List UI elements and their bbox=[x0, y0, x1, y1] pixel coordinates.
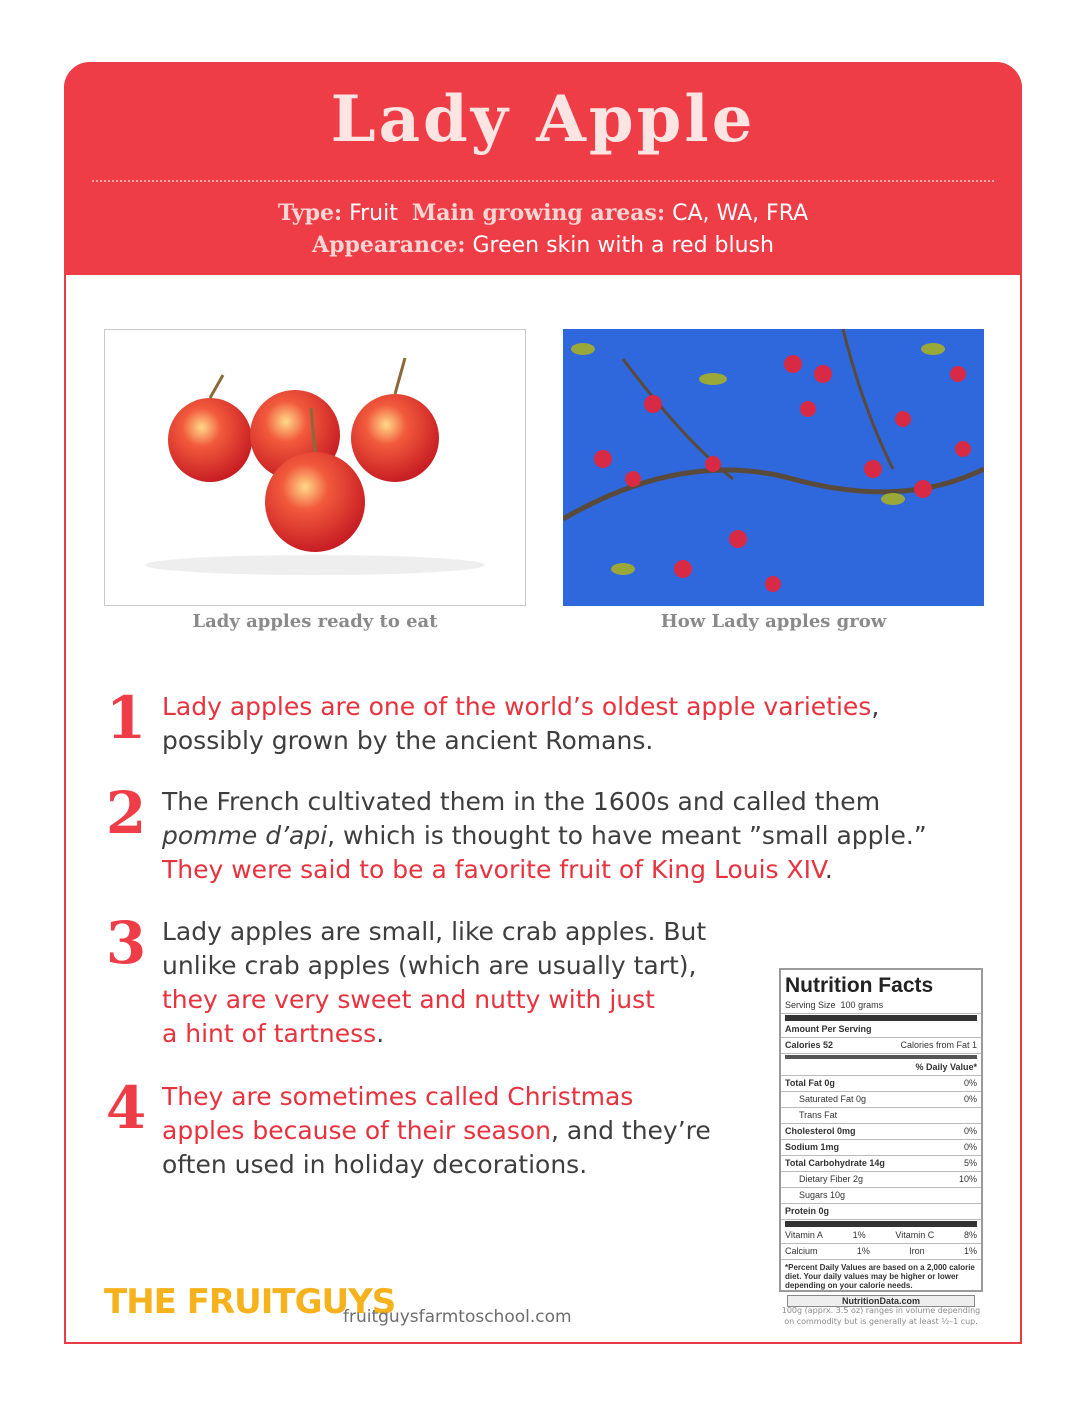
vitamin-a: Vitamin A bbox=[785, 1230, 823, 1240]
fact-text: often used in holiday decorations. bbox=[162, 1150, 588, 1179]
fact-number: 1 bbox=[105, 684, 147, 752]
fact-text-red: they are very sweet and nutty with just bbox=[162, 985, 655, 1014]
type-value: Fruit bbox=[349, 201, 398, 226]
apples-illustration bbox=[105, 330, 525, 605]
fact-text-red: apples because of their season bbox=[162, 1116, 552, 1145]
nutrient-value: 5% bbox=[963, 1158, 977, 1168]
fact-text: . bbox=[376, 1019, 385, 1048]
fact-text-red: They are sometimes called Christmas bbox=[162, 1082, 634, 1111]
type-label: Type: bbox=[277, 200, 343, 226]
nutrient-row bbox=[781, 1124, 981, 1140]
amount-label: Amount Per Serving bbox=[785, 1024, 872, 1034]
nutrition-note: 100g (apprx. 3.5 oz) ranges in volume depending on commodity but is generally at least ½–1 cup. bbox=[781, 1306, 981, 1326]
nutrition-footnote: *Percent Daily Values are based on a 2,000 calorie diet. Your daily values may be higher or lower depending on your calorie needs. bbox=[785, 1263, 975, 1290]
fruitguys-logo: THE FRUITGUYS bbox=[104, 1282, 396, 1322]
nutrient-value: 0% bbox=[963, 1078, 977, 1088]
iron: Iron bbox=[909, 1246, 925, 1256]
divider-bar bbox=[785, 1221, 977, 1227]
dv-header: % Daily Value* bbox=[915, 1062, 977, 1072]
nutrient-row bbox=[781, 1108, 981, 1124]
nutrient-label: Total Carbohydrate 14g bbox=[785, 1158, 885, 1168]
calcium: Calcium bbox=[785, 1246, 818, 1256]
nutrient-label: Sodium 1mg bbox=[785, 1142, 840, 1152]
nutrient-label: Protein 0g bbox=[785, 1206, 830, 1216]
nutrient-row bbox=[781, 1156, 981, 1172]
serving-row bbox=[781, 998, 981, 1014]
nutrient-row bbox=[781, 1076, 981, 1092]
fact-line bbox=[162, 915, 706, 950]
fact-text-italic: pomme d’api bbox=[162, 821, 328, 850]
nutrition-title: Nutrition Facts bbox=[785, 974, 934, 997]
nutrition-source: NutritionData.com bbox=[787, 1295, 975, 1307]
fact-text: possibly grown by the ancient Romans. bbox=[162, 726, 654, 755]
fact-line bbox=[162, 1017, 384, 1052]
fact-line bbox=[162, 724, 653, 759]
website-link[interactable]: fruitguysfarmtoschool.com bbox=[343, 1307, 572, 1327]
nutrient-row bbox=[781, 1204, 981, 1220]
serving-label: Serving Size bbox=[785, 1000, 836, 1010]
fact-number: 4 bbox=[105, 1074, 147, 1142]
vitamin-a-pct: 1% bbox=[852, 1230, 866, 1240]
appearance-label: Appearance: bbox=[312, 232, 466, 258]
nutrient-value: 10% bbox=[958, 1174, 977, 1184]
fact-line bbox=[162, 785, 880, 820]
mineral-row bbox=[781, 1244, 981, 1260]
fact-text: . bbox=[824, 855, 833, 884]
fact-line bbox=[162, 853, 833, 888]
nutrient-value: 0% bbox=[963, 1126, 977, 1136]
nutrition-facts-panel bbox=[779, 968, 983, 1306]
vitamin-c: Vitamin C bbox=[895, 1230, 935, 1240]
dv-header-row bbox=[781, 1060, 981, 1076]
nutrient-label: Trans Fat bbox=[799, 1110, 838, 1120]
vitamin-row bbox=[781, 1228, 981, 1244]
fact-line bbox=[162, 1114, 711, 1149]
fact-text: , which is thought to have meant ”small apple.” bbox=[327, 821, 927, 850]
divider-bar bbox=[785, 1055, 977, 1059]
areas-value: CA, WA, FRA bbox=[672, 201, 809, 226]
fact-line bbox=[162, 983, 655, 1018]
apples-photo bbox=[104, 329, 526, 606]
fact-text: The French cultivated them in the 1600s and called them bbox=[162, 787, 881, 816]
photo-caption-2: How Lady apples grow bbox=[660, 611, 887, 632]
calories-fat: Calories from Fat 1 bbox=[900, 1040, 977, 1050]
nutrient-value: 0% bbox=[963, 1142, 977, 1152]
fact-number: 2 bbox=[105, 779, 147, 847]
fact-line bbox=[162, 1148, 587, 1183]
photo-caption-1: Lady apples ready to eat bbox=[192, 611, 438, 632]
dotted-divider bbox=[92, 180, 994, 182]
areas-label: Main growing areas: bbox=[411, 200, 666, 226]
nutrient-row bbox=[781, 1092, 981, 1108]
nutrient-label: Saturated Fat 0g bbox=[799, 1094, 867, 1104]
serving-value: 100 grams bbox=[840, 1000, 884, 1010]
tree-photo bbox=[563, 329, 984, 606]
fact-text-red: Lady apples are one of the world’s oldest apple varieties bbox=[162, 692, 872, 721]
vitamin-c-pct: 8% bbox=[963, 1230, 977, 1240]
fact-line bbox=[162, 1080, 633, 1115]
nutrient-value: 0% bbox=[963, 1094, 977, 1104]
calories: Calories 52 bbox=[785, 1040, 834, 1050]
fact-text-red: They were said to be a favorite fruit of King Louis XIV bbox=[162, 855, 825, 884]
iron-pct: 1% bbox=[963, 1246, 977, 1256]
nutrient-label: Sugars 10g bbox=[799, 1190, 846, 1200]
nutrient-label: Dietary Fiber 2g bbox=[799, 1174, 864, 1184]
header-banner bbox=[64, 62, 1022, 275]
fact-text-red: a hint of tartness bbox=[162, 1019, 377, 1048]
fact-text: unlike crab apples (which are usually tart), bbox=[162, 951, 697, 980]
fact-text: Lady apples are small, like crab apples. But bbox=[162, 917, 707, 946]
calories-row bbox=[781, 1038, 981, 1054]
fact-text: , bbox=[871, 692, 880, 721]
nutrient-label: Total Fat 0g bbox=[785, 1078, 835, 1088]
page-title: Lady Apple bbox=[330, 82, 756, 157]
fact-line bbox=[162, 690, 879, 725]
branch-illustration bbox=[563, 329, 984, 606]
meta-line-2 bbox=[64, 232, 1022, 258]
fact-text: , and they’re bbox=[551, 1116, 711, 1145]
nutrient-row bbox=[781, 1188, 981, 1204]
fact-line bbox=[162, 949, 697, 984]
calcium-pct: 1% bbox=[856, 1246, 870, 1256]
fact-line bbox=[162, 819, 927, 854]
nutrient-rows bbox=[781, 1076, 981, 1220]
nutrient-label: Cholesterol 0mg bbox=[785, 1126, 856, 1136]
divider-bar bbox=[785, 1015, 977, 1021]
fact-number: 3 bbox=[105, 909, 147, 977]
nutrient-row bbox=[781, 1140, 981, 1156]
meta-line-1 bbox=[64, 200, 1022, 226]
amount-row bbox=[781, 1022, 981, 1038]
appearance-value: Green skin with a red blush bbox=[472, 233, 774, 258]
nutrient-row bbox=[781, 1172, 981, 1188]
